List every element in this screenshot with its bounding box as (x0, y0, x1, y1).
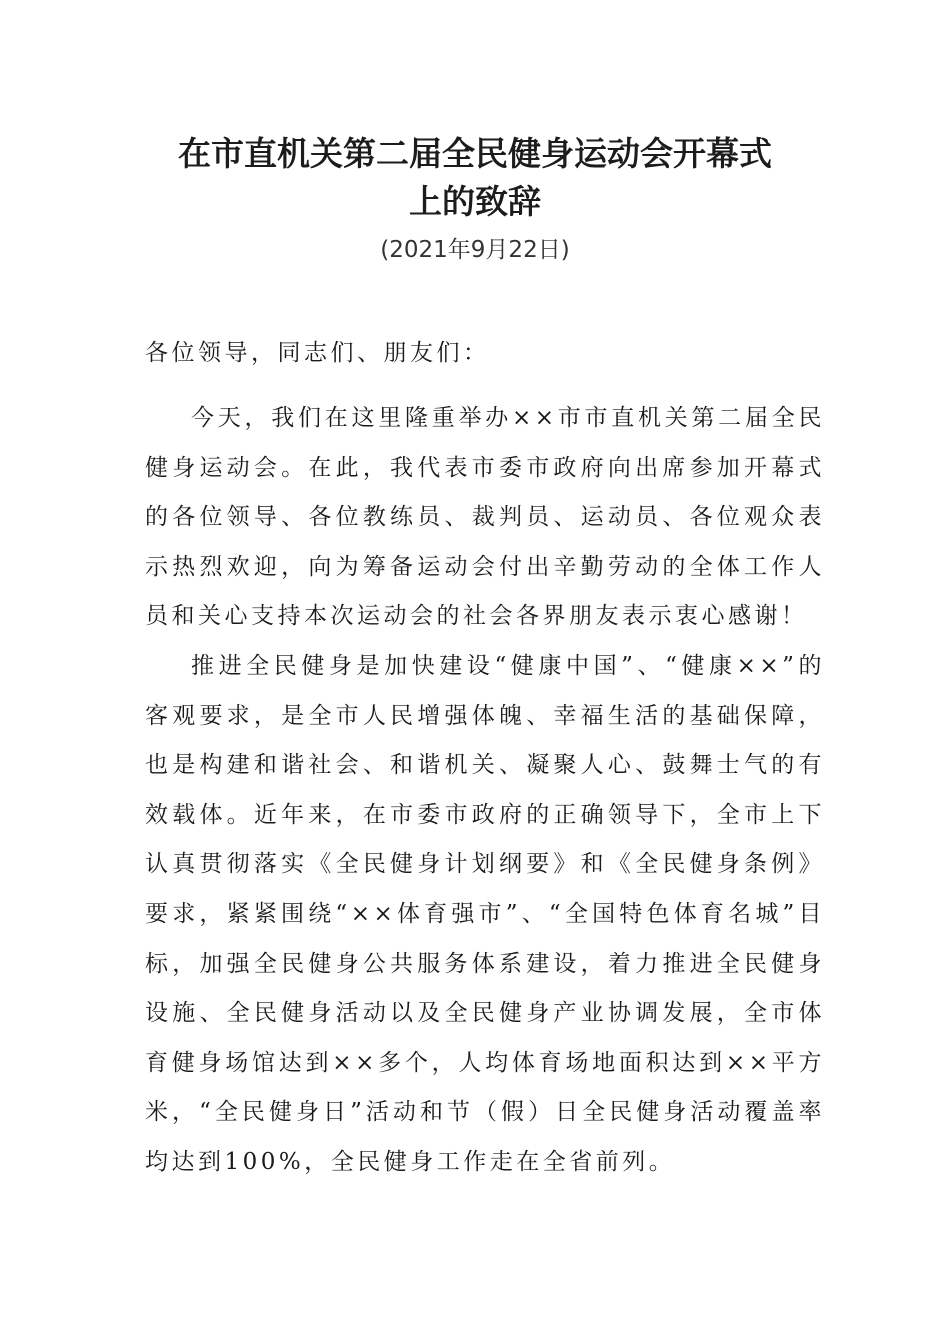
document-title-line-1: 在市直机关第二届全民健身运动会开幕式 (178, 134, 772, 173)
document-title-line-2: 上的致辞 (409, 182, 541, 221)
paragraph-welcome: 今天，我们在这里隆重举办××市市直机关第二届全民健身运动会。在此，我代表市委市政府向出席参加开幕式的各位领导、各位教练员、裁判员、运动员、各位观众表示热烈欢迎，向为筹备运动会付出辛勤劳动的全体工作人员和关心支持本次运动会的社会各界朋友表示衷心感谢！ (145, 405, 825, 630)
salutation: 各位领导，同志们、朋友们： (145, 340, 490, 366)
speech-date: (2021年9月22日) (380, 237, 570, 263)
paragraph-fitness-progress: 推进全民健身是加快建设“健康中国”、“健康××”的客观要求，是全市人民增强体魄、幸福生活的基础保障，也是构建和谐社会、和谐机关、凝聚人心、鼓舞士气的有效载体。近年来，在市委市政府的正确领导下，全市上下认真贯彻落实《全民健身计划纲要》和《全民健身条例》要求，紧紧围绕“××体育强市”、“全国特色体育名城”目标，加强全民健身公共服务体系建设，着力推进全民健身设施、全民健身活动以及全民健身产业协调发展，全市体育健身场馆达到××多个，人均体育场地面积达到××平方米，“全民健身日”活动和节（假）日全民健身活动覆盖率均达到100%，全民健身工作走在全省前列。 (145, 653, 825, 1175)
